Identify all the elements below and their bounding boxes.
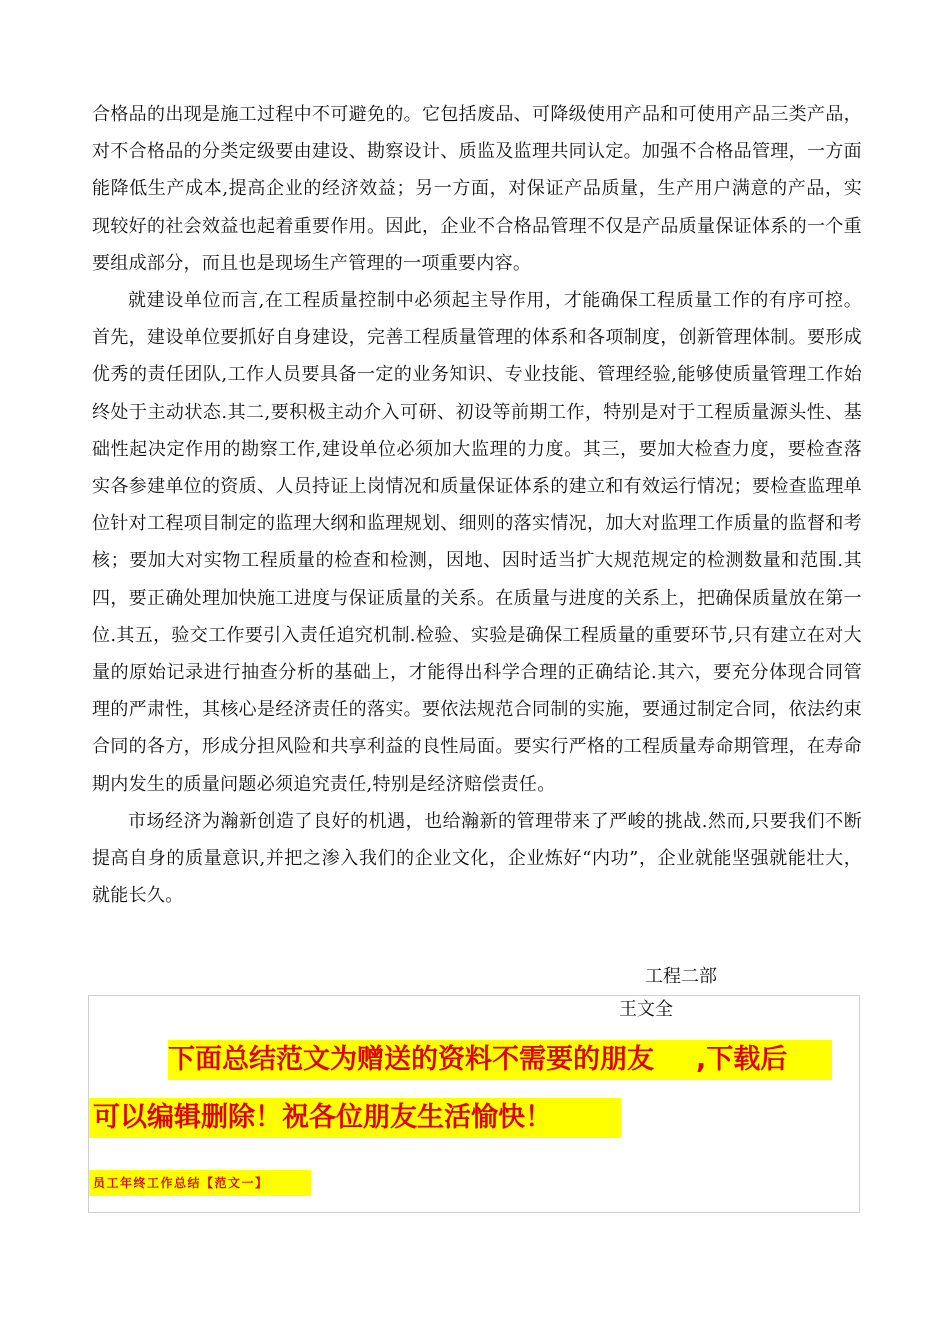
promo-line-1 [168, 1040, 832, 1080]
signature-department: 工程二部 [645, 966, 717, 987]
signature-name: 王文全 [619, 999, 673, 1020]
promo-line-2: 可以编辑删除！祝各位朋友生活愉快！ [89, 1098, 621, 1138]
paragraph-market-economy: 市场经济为瀚新创造了良好的机遇，也给瀚新的管理带来了严峻的挑战.然而,只要我们不断提高自身的质量意识,并把之渗入我们的企业文化，企业炼好“内功”，企业就能坚强就能壮大，就能长久。 [92, 810, 862, 907]
document-body [92, 96, 862, 914]
promo-line-1-part-2: ,下载后 [696, 1044, 788, 1075]
paragraph-nonconforming-products: 合格品的出现是施工过程中不可避免的。它包括废品、可降级使用产品和可使用产品三类产品，对不合格品的分类定级要由建设、勘察设计、质监及监理共同认定。加强不合格品管理，一方面能降低生产成本,提高企业的经济效益；另一方面，对保证产品质量，生产用户满意的产品，实现较好的社会效益也起着重要作用。因此，企业不合格品管理不仅是产品质量保证体系的一个重要组成部分，而且也是现场生产管理的一项重要内容。 [92, 104, 862, 274]
promo-line-1-part-1: 下面总结范文为赠送的资料不需要的朋友 [168, 1044, 654, 1075]
paragraph-construction-unit: 就建设单位而言,在工程质量控制中必须起主导作用，才能确保工程质量工作的有序可控。首先，建设单位要抓好自身建设，完善工程质量管理的体系和各项制度，创新管理体制。要形成优秀的责任团队,工作人员要具备一定的业务知识、专业技能、管理经验,能够使质量管理工作始终处于主动状态.其二,要积极主动介入可研、初设等前期工作，特别是对于工程质量源头性、基础性起决定作用的勘察工作,建设单位必须加大监理的力度。其三，要加大检查力度，要检查落实各参建单位的资质、人员持证上岗情况和质量保证体系的建立和有效运行情况；要检查监理单位针对工程项目制定的监理大纲和监理规划、细则的落实情况，加大对监理工作质量的监督和考核；要加大对实物工程质量的检查和检测，因地、因时适当扩大规范规定的检测数量和范围.其四，要正确处理加快施工进度与保证质量的关系。在质量与进度的关系上，把确保质量放在第一位.其五，验交工作要引入责任追究机制.检验、实验是确保工程质量的重要环节,只有建立在对大量的原始记录进行抽查分析的基础上，才能得出科学合理的正确结论.其六，要充分体现合同管理的严肃性，其核心是经济责任的落实。要依法规范合同制的实施，要通过制定合同，依法约束合同的各方，形成分担风险和共享利益的良性局面。要实行严格的工程质量寿命期管理，在寿命期内发生的质量问题必须追究责任,特别是经济赔偿责任。 [92, 290, 862, 795]
sample-essay-title: 员工年终工作总结【范文一】 [89, 1170, 311, 1196]
appendix-box [88, 995, 860, 1213]
